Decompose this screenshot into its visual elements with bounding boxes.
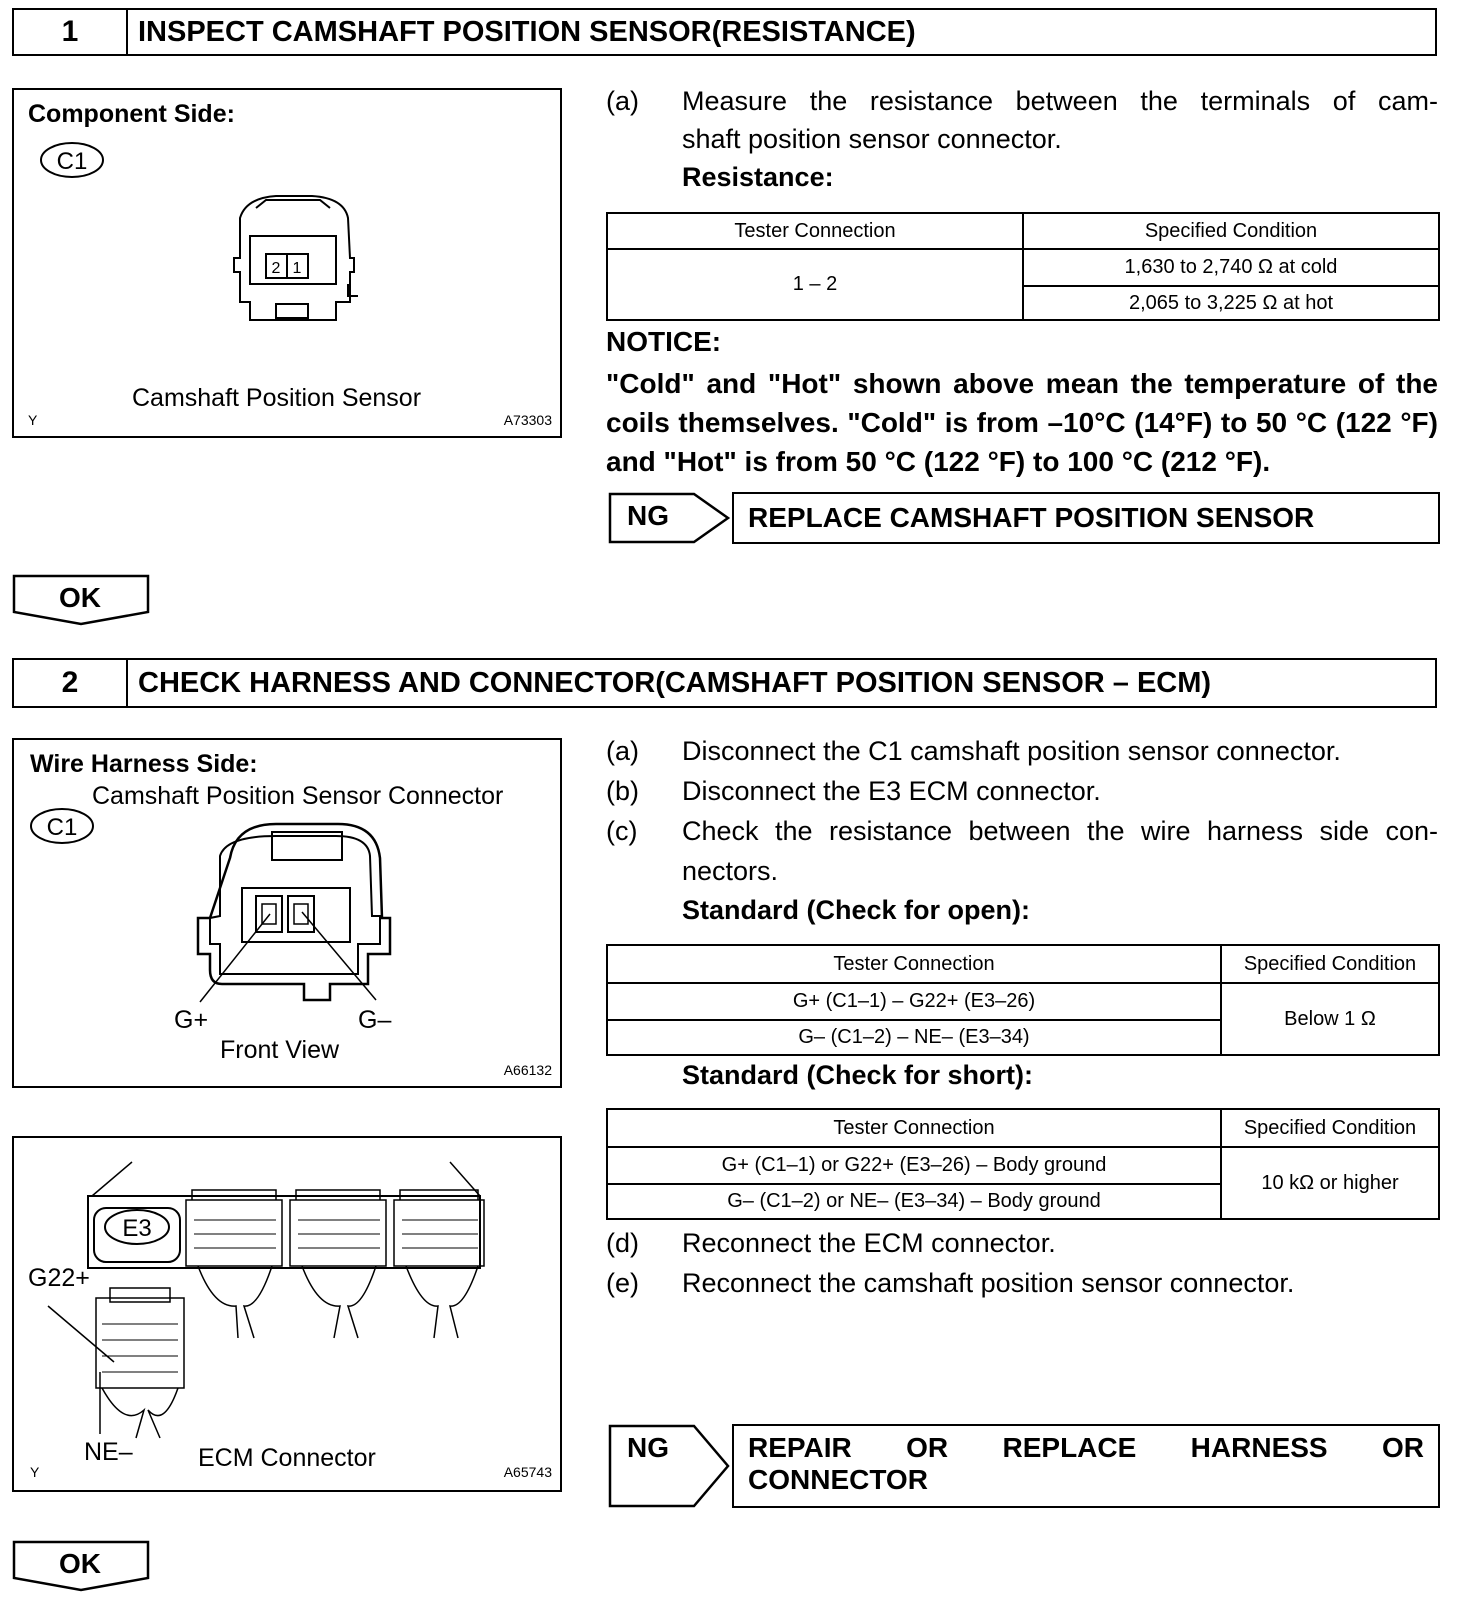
section-title: INSPECT CAMSHAFT POSITION SENSOR(RESISTANCE)	[138, 15, 916, 48]
step-text: Measure the resistance between the terminals of cam-	[682, 86, 1438, 116]
figure-heading: Wire Harness Side:	[30, 750, 258, 778]
label-gplus: G+	[174, 1006, 209, 1034]
table-cell: 1 – 2	[607, 249, 1023, 320]
step-label: (e)	[606, 1268, 639, 1298]
wire-harness-figure	[12, 738, 562, 1088]
connector-code-c1: C1	[46, 814, 78, 841]
figure-caption: Front View	[220, 1036, 340, 1064]
pin-1-label: 1	[292, 260, 302, 277]
figure-subheading: Camshaft Position Sensor Connector	[92, 782, 504, 810]
label-gminus: G–	[358, 1006, 392, 1034]
step-text: Disconnect the E3 ECM connector.	[682, 776, 1101, 806]
table-cell: G+ (C1–1) or G22+ (E3–26) – Body ground	[607, 1147, 1221, 1184]
open-check-table	[606, 944, 1440, 1056]
corner-letter: Y	[28, 412, 38, 428]
ng-action-line-1: REPAIR OR REPLACE HARNESS OR	[748, 1432, 1424, 1463]
pin-2-label: 2	[271, 260, 281, 277]
ng-action-line-2: CONNECTOR	[748, 1464, 928, 1495]
step-label: (d)	[606, 1228, 639, 1258]
harness-connector-drawing	[14, 740, 560, 1086]
ng-result-2	[608, 1424, 1438, 1508]
section-number: 1	[14, 10, 128, 54]
section-2-header	[12, 658, 1437, 708]
component-side-figure	[12, 88, 562, 438]
short-heading: Standard (Check for short):	[682, 1060, 1034, 1090]
figure-caption: ECM Connector	[198, 1444, 376, 1472]
section-title: CHECK HARNESS AND CONNECTOR(CAMSHAFT POSITION SENSOR – ECM)	[138, 666, 1212, 699]
figure-heading: Component Side:	[28, 100, 235, 128]
step-text: shaft position sensor connector.	[682, 124, 1062, 154]
corner-letter: Y	[30, 1464, 40, 1480]
table-cell: 10 kΩ or higher	[1221, 1147, 1439, 1219]
figure-id: A66132	[503, 1062, 552, 1078]
col-header: Specified Condition	[1221, 1109, 1439, 1147]
col-header: Tester Connection	[607, 945, 1221, 983]
step-text: Reconnect the ECM connector.	[682, 1228, 1056, 1258]
ecm-connector-figure	[12, 1136, 562, 1492]
ok-label: OK	[59, 582, 101, 613]
section-1-header	[12, 8, 1437, 56]
short-check-table	[606, 1108, 1440, 1220]
ok-result-2	[12, 1540, 152, 1592]
step-label: (b)	[606, 776, 639, 806]
step-c	[606, 816, 1438, 856]
step-label: (c)	[606, 816, 638, 846]
table-cell: 1,630 to 2,740 Ω at cold	[1023, 249, 1439, 286]
notice-text: "Cold" and "Hot" shown above mean the temperature of the coils themselves. "Cold" is from –10°C (14°F) to 50 °C (122 °F) and "Hot" is from 50 °C (122 °F) to 100 °C (212 °F).	[606, 368, 1438, 477]
label-g22plus: G22+	[28, 1264, 90, 1292]
table-cell: G– (C1–2) or NE– (E3–34) – Body ground	[607, 1184, 1221, 1219]
notice-heading: NOTICE:	[606, 326, 722, 357]
table-cell: 2,065 to 3,225 Ω at hot	[1023, 286, 1439, 320]
resistance-table	[606, 212, 1440, 321]
figure-id: A73303	[503, 412, 552, 428]
figure-caption: Camshaft Position Sensor	[132, 384, 422, 412]
resistance-heading: Resistance:	[682, 162, 834, 192]
ng-label: NG	[627, 500, 669, 531]
section-number: 2	[14, 660, 128, 706]
ng-action	[732, 1424, 1440, 1508]
table-cell: Below 1 Ω	[1221, 983, 1439, 1055]
ok-label: OK	[59, 1548, 101, 1579]
col-header: Specified Condition	[1023, 213, 1439, 249]
step-text: Check the resistance between the wire harness side con-	[682, 816, 1438, 846]
step-text: nectors.	[682, 856, 779, 886]
ng-action: REPLACE CAMSHAFT POSITION SENSOR	[732, 492, 1440, 544]
step-text: Disconnect the C1 camshaft position sensor connector.	[682, 736, 1341, 766]
col-header: Tester Connection	[607, 213, 1023, 249]
step-label: (a)	[606, 86, 639, 116]
step-text: Reconnect the camshaft position sensor connector.	[682, 1268, 1295, 1298]
ng-label: NG	[627, 1432, 669, 1463]
col-header: Specified Condition	[1221, 945, 1439, 983]
step-a	[606, 86, 1438, 126]
col-header: Tester Connection	[607, 1109, 1221, 1147]
connector-code-e3: E3	[122, 1215, 152, 1242]
step-label: (a)	[606, 736, 639, 766]
label-neminus: NE–	[84, 1438, 133, 1466]
ok-result-1	[12, 574, 152, 626]
connector-code-c1: C1	[56, 148, 88, 175]
ng-result-1	[608, 492, 1438, 544]
table-cell: G+ (C1–1) – G22+ (E3–26)	[607, 983, 1221, 1020]
figure-id: A65743	[503, 1464, 552, 1480]
table-cell: G– (C1–2) – NE– (E3–34)	[607, 1020, 1221, 1055]
open-heading: Standard (Check for open):	[682, 895, 1031, 925]
